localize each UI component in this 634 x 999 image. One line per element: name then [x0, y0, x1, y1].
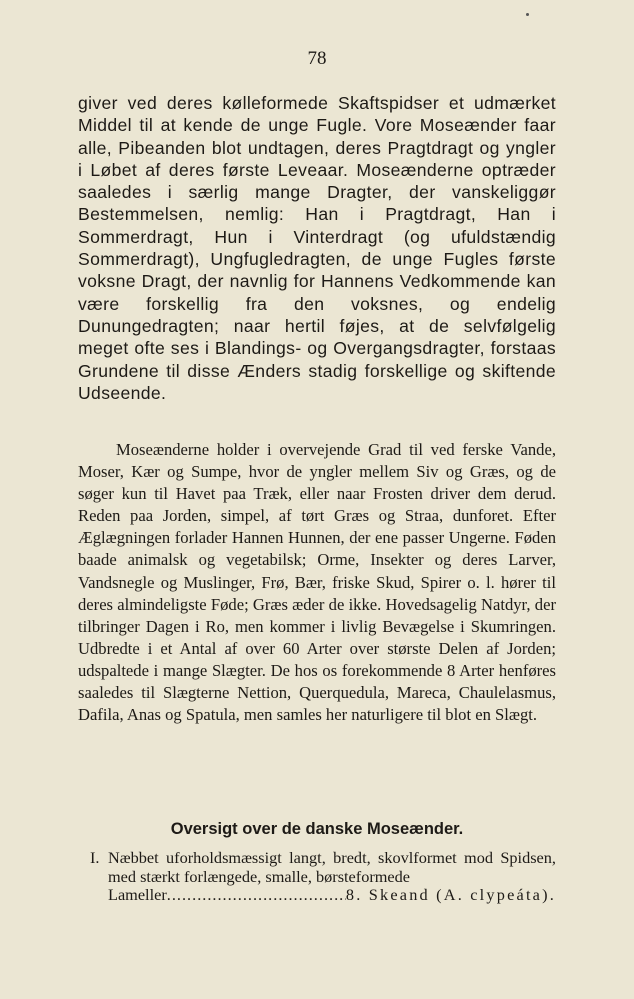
body-paragraph-2: [78, 439, 556, 726]
key-entry-last-word: Lameller: [108, 885, 167, 905]
key-entry-result: 8. Skeand (A. clypeáta).: [345, 885, 556, 905]
body-paragraph-2-text: Moseænderne holder i overvejende Grad til ved ferske Vande, Moser, Kær og Sumpe, hvor de yngler mellem Siv og Græs, og de søger kun til Havet paa Træk, eller naar Frosten driver dem derud. Reden paa Jorden, simpel, af tørt Græs og Straa, dunforet. Efter Æglægningen forlader Hannen Hunnen, der ene passer Ungerne. Føden baade animalsk og vegetabilsk; Orme, Insekter og deres Larver, Vandsnegle og Muslinger, Frø, Bær, friske Skud, Spirer o. l. hører til deres almindeligste Føde; Græs æder de ikke. Hovedsagelig Natdyr, der tilbringer Dagen i Ro, men kommer i livlig Bevægelse i Skumringen. Udbredte i et Antal af over 60 Arter over største Delen af Jorden; udspaltede i mange Slægter. De hos os forekommende 8 Arter henføres saaledes til Slægterne Nettion, Querquedula, Mareca, Chaulelasmus, Dafila, Anas og Spatula, men samles her naturligere til blot en Slægt.: [78, 440, 556, 725]
key-heading: Oversigt over de danske Moseænder.: [170, 820, 464, 838]
key-entry: [90, 849, 556, 905]
dot-leader: [167, 886, 346, 905]
paper-speck: [526, 13, 529, 16]
page-number: 78: [307, 48, 327, 69]
key-entry-numeral: I.: [90, 848, 100, 867]
body-paragraph-1: giver ved deres kølleformede Skaftspidser et udmærket Middel til at kende de unge Fugle. Vore Moseænder faar alle, Pibeanden blot undtagen, deres Pragtdragt og yngler i Løbet af deres første Leveaar. Moseænderne optræder saaledes i særlig mange Dragter, der vanskeliggør Bestemmelsen, nemlig: Han i Pragtdragt, Han i Sommerdragt, Hun i Vinterdragt (og ufuldstændig Sommerdragt), Ungfugledragten, de unge Fugles første voksne Dragt, der navnlig for Hannens Vedkommende kan være forskellig fra den voksnes, og endelig Dunungedragten; naar hertil føjes, at de selvfølgelig meget ofte ses i Blandings- og Overgangsdragter, forstaas Grundene til disse Ænders stadig forskellige og skiftende Udseende.: [78, 93, 556, 403]
key-entry-text: Næbbet uforholdsmæssigt langt, bredt, skovlformet mod Spidsen, med stærkt forlængede, smalle, børsteformede: [108, 848, 556, 886]
key-entry-result-line: [108, 886, 556, 905]
